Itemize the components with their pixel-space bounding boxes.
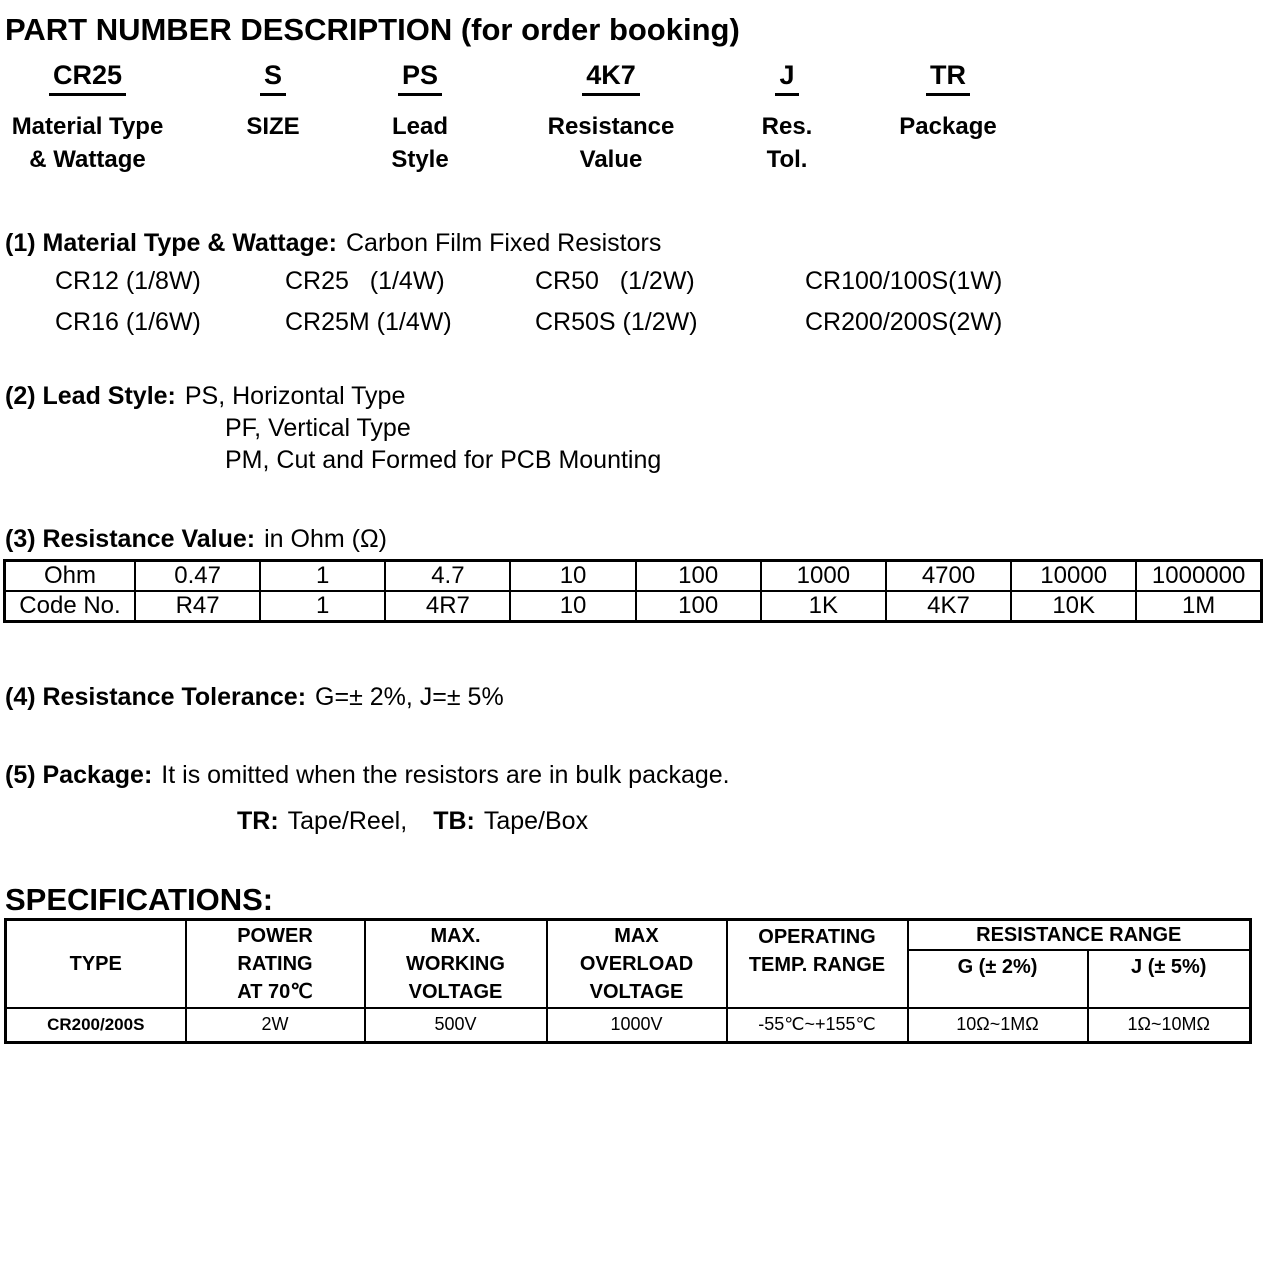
spec-value-overload: 1000V [547,1008,727,1042]
material-row [55,267,1002,295]
material-item: CR50S (1/2W) [535,308,698,336]
part-code-size: S [260,60,286,96]
part-label-material: Material Type & Wattage [11,113,164,173]
table-cell: 0.47 [135,561,260,592]
section-resistance-heading: (3) Resistance Value: [5,525,256,553]
table-cell: 4700 [886,561,1011,592]
part-label-package: Package [899,113,997,140]
table-cell: 1 [260,561,385,592]
package-codes-line [237,806,588,836]
table-cell: 10K [1011,591,1136,622]
section-package [5,760,730,790]
table-cell: 10000 [1011,561,1136,592]
specifications-table [4,918,1252,1044]
section-package-text: It is omitted when the resistors are in bulk package. [161,761,730,789]
table-cell: 4.7 [385,561,510,592]
resistance-code-table [3,559,1263,623]
section-material-heading: (1) Material Type & Wattage: [5,229,337,257]
lead-style-line-1 [5,380,661,412]
part-code-package: TR [926,60,970,96]
package-tb-label: TB: [433,807,475,835]
table-cell: 1000000 [1136,561,1261,592]
material-item: CR25M (1/4W) [285,308,452,336]
table-cell: Ohm [5,561,136,592]
table-cell: 1000 [761,561,886,592]
table-cell: R47 [135,591,260,622]
part-label-tolerance: Res. Tol. [761,113,813,173]
table-cell: 1M [1136,591,1261,622]
part-code-resistance: 4K7 [582,60,640,96]
table-cell: Code No. [5,591,136,622]
material-item: CR12 (1/8W) [55,267,201,295]
spec-col-resistance-range: RESISTANCE RANGE [908,920,1251,951]
table-cell: 4R7 [385,591,510,622]
material-type-list [55,267,1002,336]
section-resistance-heading-line [5,524,1263,554]
part-number-col-lead [310,60,530,176]
resistance-ohm-row [5,561,1262,592]
section-material-heading-line [5,228,1002,258]
table-cell: 10 [510,591,635,622]
package-tb-text: Tape/Box [483,807,589,835]
section-resistance-text: in Ohm (Ω) [264,525,387,553]
section-lead-style [5,380,661,476]
section-lead-heading: (2) Lead Style: [5,382,176,410]
part-number-col-package [838,60,1058,143]
table-cell: 100 [636,591,761,622]
part-label-resistance: Resistance Value [547,113,675,173]
lead-style-pf: PF, Vertical Type [225,414,411,442]
material-item: CR16 (1/6W) [55,308,201,336]
table-cell: 4K7 [886,591,1011,622]
table-cell: 1 [260,591,385,622]
section-material-type [5,228,1002,349]
lead-style-ps: PS, Horizontal Type [184,382,406,410]
specifications-heading: SPECIFICATIONS: [5,882,274,917]
table-cell: 1K [761,591,886,622]
part-label-lead: Lead Style [391,113,449,173]
spec-col-working-voltage: MAX. WORKING VOLTAGE [365,920,547,1009]
resistance-code-row [5,591,1262,622]
material-item: CR200/200S(2W) [805,308,1003,336]
spec-col-temp-range: OPERATING TEMP. RANGE [727,920,908,1009]
spec-value-g-range: 10Ω~1MΩ [908,1008,1088,1042]
spec-col-g-tolerance: G (± 2%) [908,950,1088,1008]
lead-style-pm: PM, Cut and Formed for PCB Mounting [225,446,662,474]
section-material-text: Carbon Film Fixed Resistors [346,229,662,257]
table-cell: 100 [636,561,761,592]
package-tr-label: TR: [237,807,279,835]
table-cell: 10 [510,561,635,592]
spec-value-type: CR200/200S [6,1008,186,1042]
part-code-lead: PS [398,60,442,96]
spec-value-working: 500V [365,1008,547,1042]
spec-col-j-tolerance: J (± 5%) [1088,950,1251,1008]
page-title: PART NUMBER DESCRIPTION (for order booking) [5,12,740,47]
material-row [55,308,1002,336]
part-number-col-material [0,60,175,176]
spec-value-j-range: 1Ω~10MΩ [1088,1008,1251,1042]
spec-header-row-1 [6,920,1251,951]
spec-data-row [6,1008,1251,1042]
section-resistance-value [5,524,1263,623]
material-item: CR100/100S(1W) [805,267,1003,295]
section-tolerance-text: G=± 2%, J=± 5% [315,683,504,711]
section-tolerance [5,682,504,712]
material-item: CR50 (1/2W) [535,267,695,295]
spec-col-power: POWER RATING AT 70℃ [186,920,365,1009]
section-package-heading: (5) Package: [5,761,153,789]
section-tolerance-heading: (4) Resistance Tolerance: [5,683,307,711]
part-label-size: SIZE [246,113,300,140]
spec-col-overload-voltage: MAX OVERLOAD VOLTAGE [547,920,727,1009]
package-tr-text: Tape/Reel, [287,807,408,835]
spec-col-type: TYPE [6,920,186,1009]
spec-value-power: 2W [186,1008,365,1042]
part-code-tolerance: J [775,60,798,96]
spec-value-temp: -55℃~+155℃ [727,1008,908,1042]
part-code-material: CR25 [49,60,126,96]
material-item: CR25 (1/4W) [285,267,445,295]
part-number-breakdown [0,60,1100,180]
